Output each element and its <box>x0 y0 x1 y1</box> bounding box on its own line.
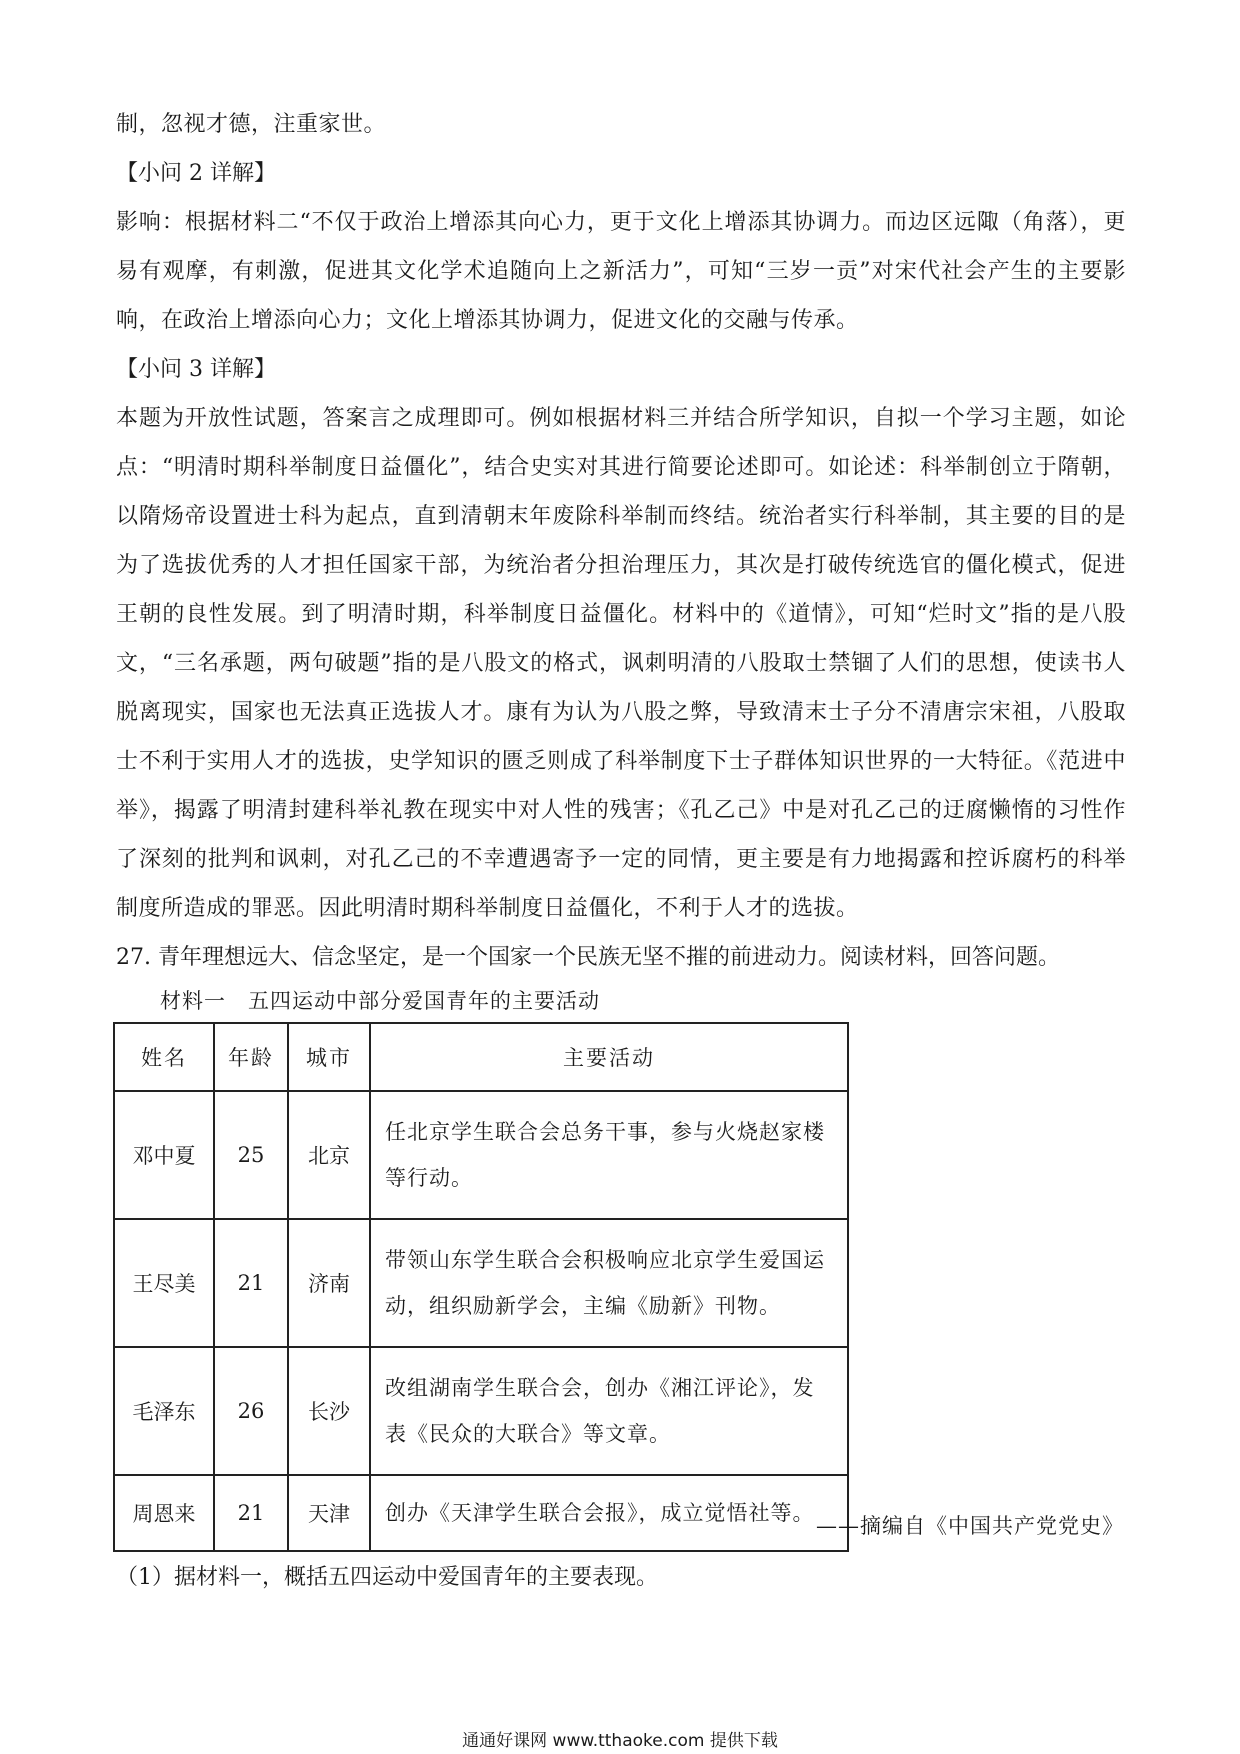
answer-section <box>116 100 1126 982</box>
cell-age: 26 <box>214 1347 288 1475</box>
cell-activity: 创办《天津学生联合会报》，成立觉悟社等。 <box>370 1475 848 1551</box>
header-activity: 主要活动 <box>370 1023 848 1091</box>
table-row <box>114 1475 848 1551</box>
table-header-row <box>114 1023 848 1091</box>
paragraph-continuation: 制，忽视才德，注重家世。 <box>116 112 387 137</box>
subquestion-3-answer: 本题为开放性试题，答案言之成理即可。例如根据材料三并结合所学知识，自拟一个学习主题，如论点：“明清时期科举制度日益僵化”，结合史实对其进行简要论述即可。如论述：科举制创立于隋朝，以隋炀帝设置进士科为起点，直到清朝末年废除科举制而终结。统治者实行科举制，其主要的目的是为了选拔优秀的人才担任国家干部，为统治者分担治理压力，其次是打破传统选官的僵化模式，促进王朝的良性发展。到了明清时期，科举制度日益僵化。材料中的《道情》，可知“烂时文”指的是八股文，“三名承题，两句破题”指的是八股文的格式，讽刺明清的八股取士禁锢了人们的思想，使读书人脱离现实，国家也无法真正选拔人才。康有为认为八股之弊，导致清末士子分不清唐宗宋祖，八股取士不利于实用人才的选拔，史学知识的匮乏则成了科举制度下士子群体知识世界的一大特征。《范进中举》，揭露了明清封建科举礼教在现实中对人性的残害；《孔乙己》中是对孔乙己的迂腐懒惰的习性作了深刻的批判和讽刺，对孔乙己的不幸遭遇寄予一定的同情，更主要是有力地揭露和控诉腐朽的科举制度所造成的罪恶。因此明清时期科举制度日益僵化，不利于人才的选拔。 <box>116 406 1126 921</box>
subquestion-3-heading: 【小问 3 详解】 <box>116 357 276 382</box>
cell-city: 北京 <box>288 1091 370 1219</box>
cell-name: 周恩来 <box>114 1475 214 1551</box>
material-source: ——摘编自《中国共产党党史》 <box>816 1514 1124 1538</box>
cell-name: 王尽美 <box>114 1219 214 1347</box>
page-footer: 通通好课网 www.tthaoke.com 提供下载 <box>462 1731 778 1751</box>
cell-city: 长沙 <box>288 1347 370 1475</box>
table-row <box>114 1347 848 1475</box>
subquestion-2-answer: 影响：根据材料二“不仅于政治上增添其向心力，更于文化上增添其协调力。而边区远陬（角落），更易有观摩，有刺激，促进其文化学术追随向上之新活力”，可知“三岁一贡”对宋代社会产生的主要影响，在政治上增添向心力；文化上增添其协调力，促进文化的交融与传承。 <box>116 210 1126 333</box>
header-city: 城市 <box>288 1023 370 1091</box>
cell-name: 毛泽东 <box>114 1347 214 1475</box>
subquestion-2-heading: 【小问 2 详解】 <box>116 161 276 186</box>
header-age: 年龄 <box>214 1023 288 1091</box>
table-row <box>114 1219 848 1347</box>
cell-activity: 改组湖南学生联合会，创办《湘江评论》，发表《民众的大联合》等文章。 <box>370 1347 848 1475</box>
question-27-stem: 27. 青年理想远大、信念坚定，是一个国家一个民族无坚不摧的前进动力。阅读材料，回答问题。 <box>116 945 1060 970</box>
table-row <box>114 1091 848 1219</box>
material-caption: 材料一 五四运动中部分爱国青年的主要活动 <box>160 989 600 1013</box>
cell-name: 邓中夏 <box>114 1091 214 1219</box>
cell-city: 济南 <box>288 1219 370 1347</box>
cell-city: 天津 <box>288 1475 370 1551</box>
header-name: 姓名 <box>114 1023 214 1091</box>
cell-activity: 带领山东学生联合会积极响应北京学生爱国运动，组织励新学会，主编《励新》刊物。 <box>370 1219 848 1347</box>
cell-activity: 任北京学生联合会总务干事，参与火烧赵家楼等行动。 <box>370 1091 848 1219</box>
cell-age: 25 <box>214 1091 288 1219</box>
cell-age: 21 <box>214 1475 288 1551</box>
cell-age: 21 <box>214 1219 288 1347</box>
material-table <box>113 1022 849 1552</box>
question-27-subquestion-1: （1）据材料一，概括五四运动中爱国青年的主要表现。 <box>116 1565 658 1590</box>
